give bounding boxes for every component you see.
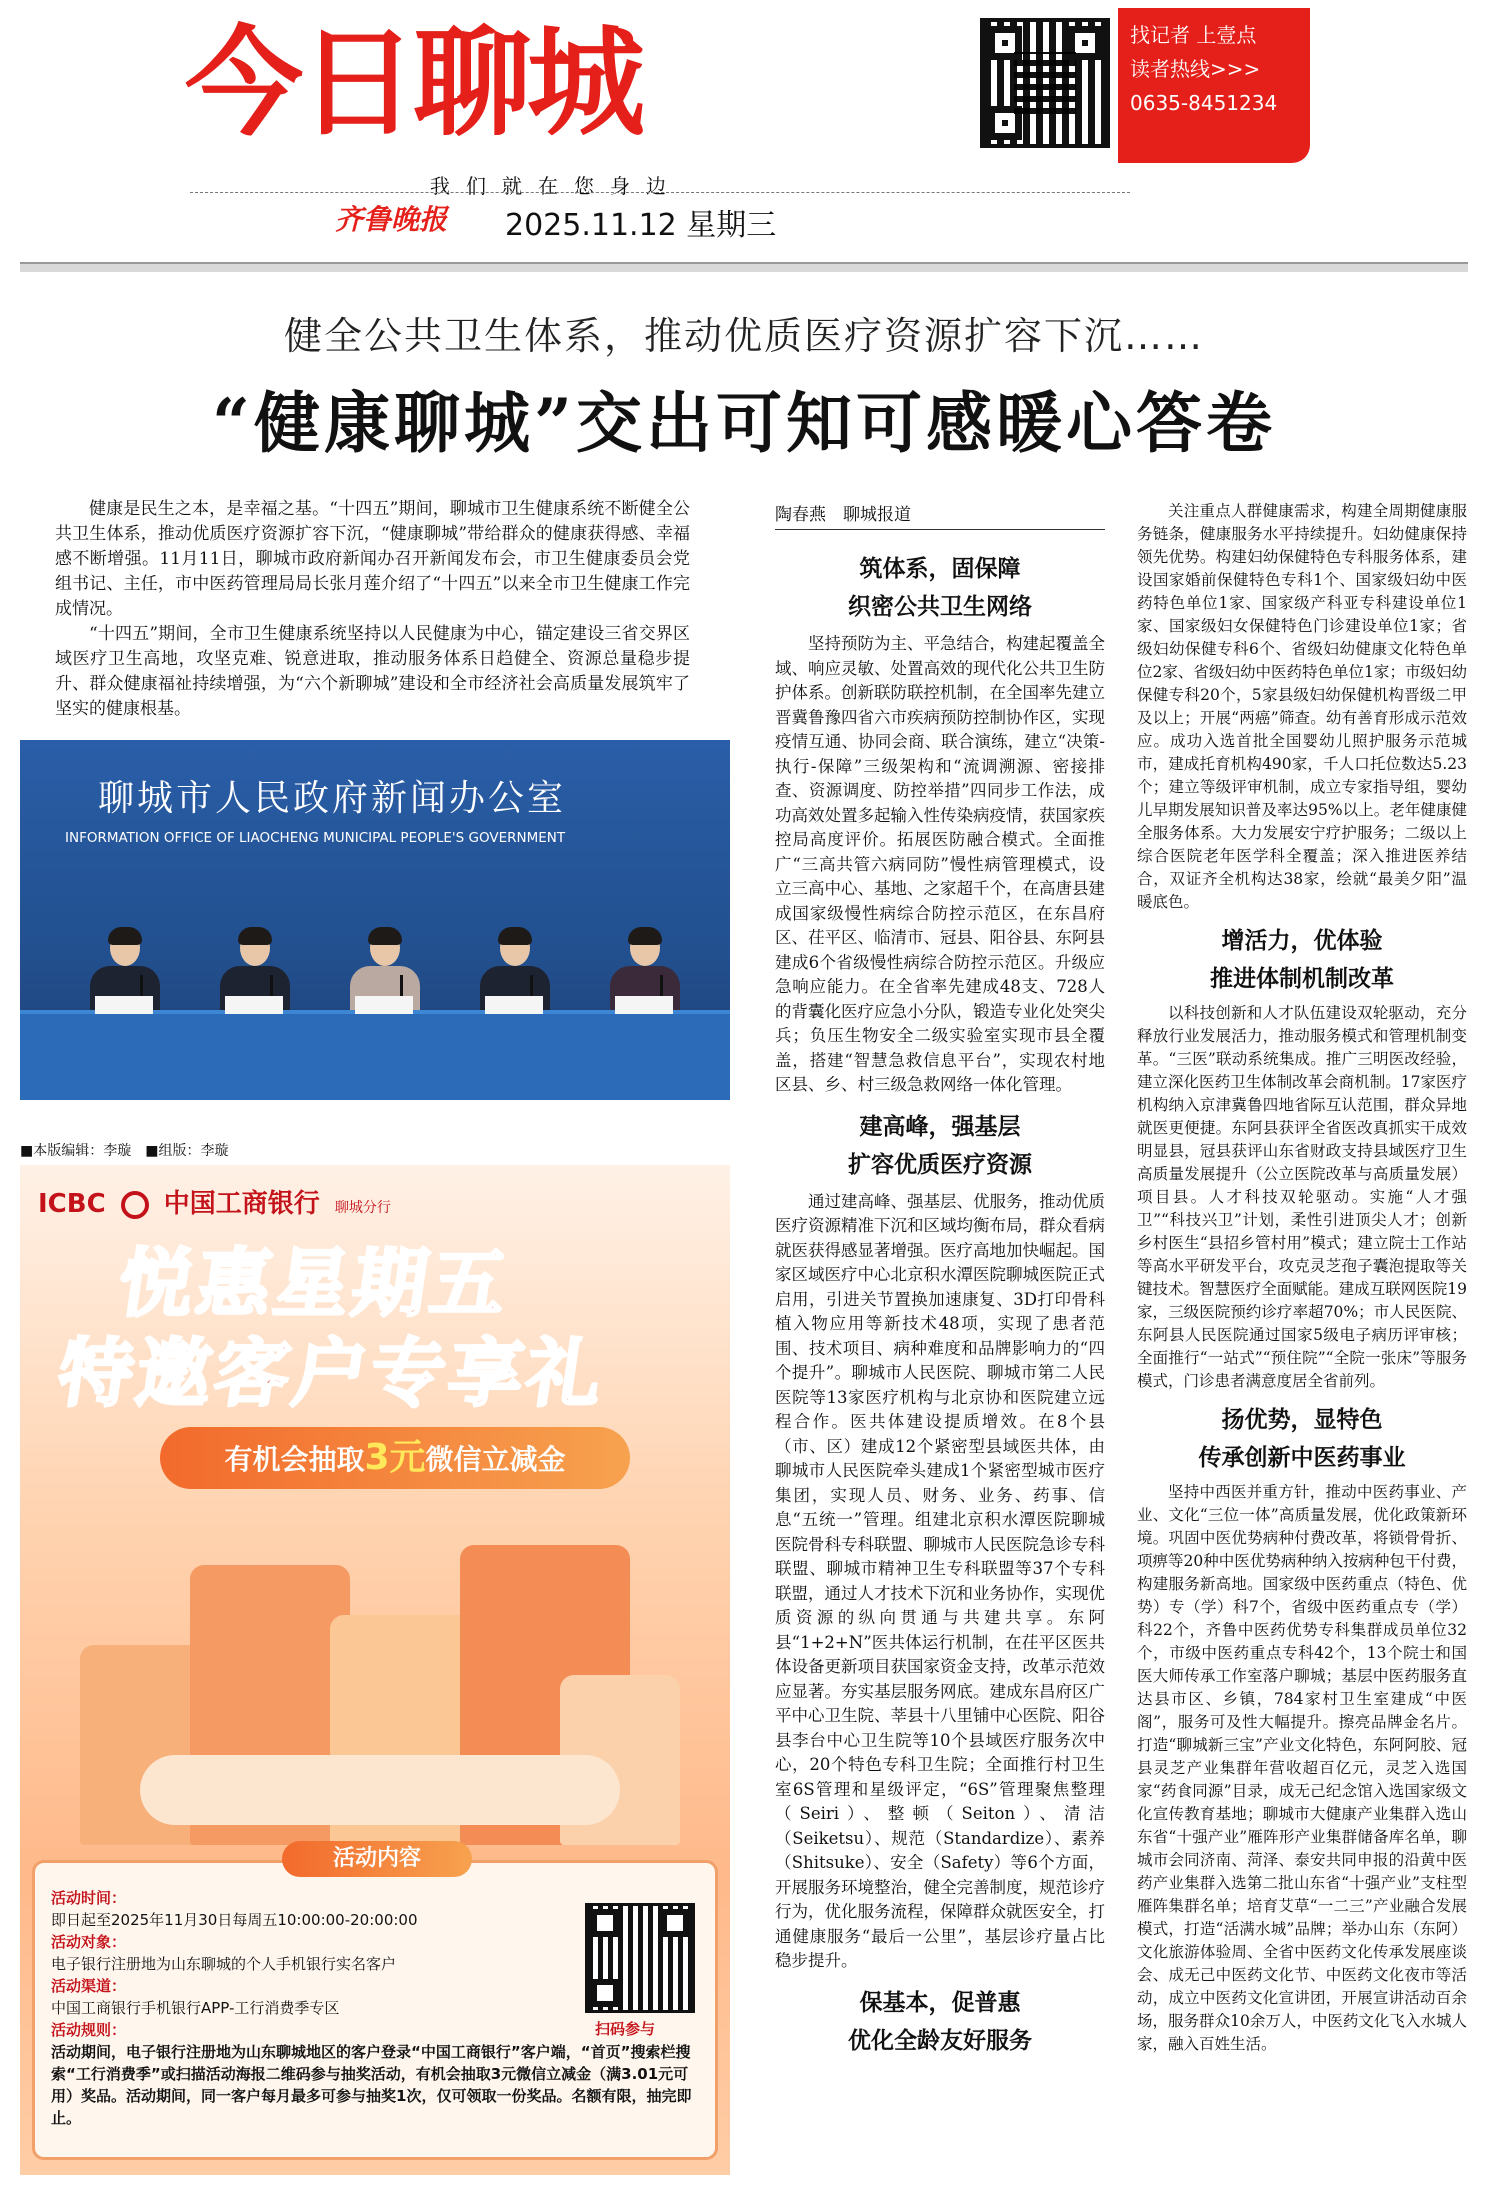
conference-desk: [20, 1010, 730, 1100]
promo-text-post: 微信立减金: [425, 1443, 566, 1476]
qr-corner: [591, 1909, 619, 1937]
nameplate: [615, 996, 673, 1014]
article-column-3: [1137, 500, 1467, 2056]
issue-date: 2025.11.12 星期三: [505, 208, 777, 243]
article-column-2: [775, 550, 1105, 2060]
hotline-line-1: 找记者 上壹点: [1130, 23, 1257, 47]
ad-qr-code[interactable]: [585, 1903, 695, 2013]
press-office-name: 聊城市人民政府新闻办公室: [98, 778, 567, 819]
qr-corner: [661, 1909, 689, 1937]
nameplate: [95, 996, 153, 1014]
section-title: 建高峰，强基层: [859, 1112, 1021, 1140]
section-body: 以科技创新和人才队伍建设双轮驱动，充分释放行业发展活力，推动服务模式和管理机制变革。“三医”联动系统集成。推广三明医改经验，建立深化医药卫生体制改革会商机制。17家医疗机构纳入京津冀鲁四地省际互认范围，群众异地就医更便捷。东阿县获评全省医改真抓实干成效明显县，冠县获评山东省财政支持县域医疗卫生高质量发展提升（公立医院改革与高质量发展）项目县。人才科技双轮驱动。实施“人才强卫”“科技兴卫”计划，柔性引进顶尖人才；创新乡村医生“县招乡管村用”模式；建立院士工作站等高水平研发平台，攻克灵芝孢子囊泡提取等关键技术。智慧医疗全面赋能。建成互联网医院19家，三级医院预约诊疗率超70%；市人民医院、东阿县人民医院通过国家5级电子病历评审核；全面推行“一站式”“预住院”“全院一张床”等服务模式，门诊患者满意度居全省前列。: [1137, 1004, 1467, 1390]
lede-paragraph: 健康是民生之本，是幸福之基。“十四五”期间，聊城市卫生健康系统不断健全公共卫生体系，推动优质医疗资源扩容下沉，“健康聊城”带给群众的健康获得感、幸福感不断增强。11月11日，聊城市政府新闻办召开新闻发布会，市卫生健康委员会党组书记、主任，市中医药管理局局长张月莲介绍了“十四五”以来全市卫生健康工作完成情况。: [55, 499, 690, 619]
hotline-phone: 0635-8451234: [1130, 91, 1278, 115]
section-title: 保基本，促普惠: [859, 1988, 1021, 2016]
activity-info-box: [32, 1860, 718, 2160]
icbc-brand: ICBC: [38, 1189, 106, 1219]
section-title: 优化全龄友好服务: [848, 2026, 1032, 2054]
activity-info-tab: 活动内容: [282, 1841, 472, 1877]
masthead-qr-code[interactable]: [980, 18, 1110, 148]
article-subhead: 健全公共卫生体系，推动优质医疗资源扩容下沉……: [283, 314, 1204, 358]
section-title: 扩容优质医疗资源: [848, 1150, 1032, 1178]
activity-time: 即日起至2025年11月30日每周五10:00:00-20:00:00: [51, 1911, 418, 1929]
reader-hotline-box: [1118, 8, 1310, 163]
target-label: 活动对象：: [51, 1933, 127, 1951]
section-title: 增活力，优体验: [1221, 927, 1383, 954]
section-title: 筑体系，固保障: [859, 555, 1021, 582]
ad-headline-1: 悦惠星期五: [113, 1241, 516, 1327]
paper-logo: 齐鲁晚报: [335, 203, 448, 236]
qr-corner: [591, 1979, 619, 2007]
scan-label: 扫码参与: [595, 2020, 656, 2038]
press-office-name-en: INFORMATION OFFICE OF LIAOCHENG MUNICIPAL PEOPLE'S GOVERNMENT: [65, 830, 566, 846]
header-rule: [20, 262, 1468, 272]
channel-label: 活动渠道：: [51, 1977, 127, 1995]
bank-name: 中国工商银行: [163, 1189, 320, 1219]
masthead-divider: [190, 192, 1130, 193]
icbc-advertisement[interactable]: [20, 1165, 730, 2175]
nameplate: [225, 996, 283, 1014]
nameplate: [485, 996, 543, 1014]
article-byline: 陶春燕 聊城报道: [775, 500, 1105, 530]
ad-headline-2: 特邀客户专享礼: [53, 1331, 612, 1417]
page-credits: ■本版编辑：李璇 ■组版：李璇: [20, 1143, 229, 1159]
press-conference-photo: [20, 740, 730, 1100]
activity-target: 电子银行注册地为山东聊城的个人手机银行实名客户: [51, 1955, 397, 1973]
qr-pattern: [1014, 52, 1076, 114]
section-body: 坚持预防为主、平急结合，构建起覆盖全域、响应灵敏、处置高效的现代化公共卫生防护体系。创新联防联控机制，在全国率先建立晋冀鲁豫四省六市疾病预防控制协作区，实现疫情互通、协同会商、联合演练，建立“决策-执行-保障”三级架构和“流调溯源、密接排查、资源调度、防控举措”四同步工作法，成功高效处置多起输入性传染病疫情，获国家疾控局高度评价。拓展医防融合模式。全面推广“三高共管六病同防”慢性病管理模式，设立三高中心、基地、之家超千个，在高唐县建成国家级慢性病综合防控示范区，在东昌府区、茌平区、临清市、冠县、阳谷县、东阿县建成6个省级慢性病综合防控示范区。升级应急响应能力。在全省率先建成48支、728人的背囊化医疗应急小分队，锻造专业化处突尖兵；负压生物安全二级实验室实现市县全覆盖，搭建“智慧急救信息平台”，实现农村地区县、乡、村三级急救网络一体化管理。: [775, 634, 1105, 1094]
time-label: 活动时间：: [51, 1889, 127, 1907]
masthead-title: 今日聊城: [185, 14, 642, 152]
bank-branch: 聊城分行: [334, 1200, 391, 1216]
section-title: 扬优势，显特色: [1221, 1406, 1383, 1433]
hotline-line-2: 读者热线>>>: [1130, 57, 1261, 81]
icbc-logo-icon: [121, 1191, 149, 1219]
section-title: 推进体制机制改革: [1210, 965, 1394, 992]
activity-rules: 活动期间，电子银行注册地为山东聊城地区的客户登录“中国工商银行”客户端，“首页”搜索栏搜索“工行消费季”或扫描活动海报二维码参与抽奖活动，有机会抽取3元微信立减金（满3.01元可用）奖品。活动期间，同一客户每月最多可参与抽奖1次，仅可领取一份奖品。名额有限，抽完即止。: [51, 2043, 692, 2127]
article-lede: [55, 497, 690, 722]
section-body: 通过建高峰、强基层、优服务，推动优质医疗资源精准下沉和区域均衡布局，群众看病就医获得感显著增强。医疗高地加快崛起。国家区域医疗中心北京积水潭医院聊城医院正式启用，引进关节置换加速康复、3D打印骨科植入物应用等新技术48项，实现了患者范围、技术项目、病种难度和品牌影响力的“四个提升”。聊城市人民医院、聊城市第二人民医院等13家医疗机构与北京协和医院建立远程合作。医共体建设提质增效。在8个县（市、区）建成12个紧密型县域医共体，由聊城市人民医院牵头建成1个紧密型城市医疗集团，实现人员、财务、业务、药事、信息“五统一”管理。组建北京积水潭医院聊城医院骨科专科联盟、聊城市人民医院急诊专科联盟、聊城市精神卫生专科联盟等37个专科联盟，通过人才技术下沉和业务协作，实现优质资源的纵向贯通与共建共享。东阿县“1+2+N”医共体运行机制，在茌平区医共体设备更新项目获国家资金支持，改革示范效应显著。夯实基层服务网底。建成东昌府区广平中心卫生院、莘县十八里铺中心医院、阳谷县李台中心卫生院等10个县域医疗服务次中心，20个特色专科卫生院；全面推行村卫生室6S管理和星级评定，“6S”管理聚焦整理（Seiri）、整顿（Seiton）、清洁（Seiketsu）、规范（Standardize）、素养（Shitsuke）、安全（Safety）等6个方面，开展服务环境整治，健全完善制度，规范诊疗行为，优化服务流程，保障群众就医安全，打通健康服务“最后一公里”，基层诊疗量占比稳步提升。: [775, 1191, 1105, 1970]
nameplate: [355, 996, 413, 1014]
masthead-tagline: 我们就在您身边: [430, 174, 682, 198]
article-headline: “健康聊城”交出可知可感暖心答卷: [212, 384, 1276, 462]
bank-logo-row: [38, 1183, 391, 1220]
lede-paragraph: “十四五”期间，全市卫生健康系统坚持以人民健康为中心，锚定建设三省交界区域医疗卫生高地，攻坚克难、锐意进取，推动服务体系日趋健全、资源总量稳步提升、群众健康福祉持续增强，为“六个新聊城”建设和全市经济社会高质量发展筑牢了坚实的健康根基。: [55, 624, 690, 719]
section-body: 坚持中西医并重方针，推动中医药事业、产业、文化“三位一体”高质量发展，优化政策新环境。巩固中医优势病种付费改革，将锁骨骨折、项痹等20种中医优势病种纳入按病种包干付费，构建服务新高地。国家级中医药重点（特色、优势）专（学）科7个，省级中医药重点专（学）科22个，齐鲁中医药优势专科集群成员单位32个，市级中医药重点专科42个，13个院士和国医大师传承工作室落户聊城；基层中医药服务直达县市区、乡镇，784家村卫生室建成“中医阁”，服务可及性大幅提升。擦亮品牌金名片。打造“聊城新三宝”产业文化特色，东阿阿胶、冠县灵芝产业集群年营收超百亿元，灵芝入选国家“药食同源”目录，成无己纪念馆入选国家级文化宣传教育基地；聊城市大健康产业集群入选山东省“十强产业”雁阵形产业集群储备库名单，聊城市会同济南、菏泽、泰安共同申报的沿黄中医药产业集群入选第二批山东省“十强产业”支柱型雁阵集群名单；培育艾草“一二三”产业融合发展模式，打造“活满水城”品牌；举办山东（东阿）文化旅游体验周、全省中医药文化传承发展座谈会、成无己中医药文化节、中医药文化夜市等活动，成立中医药文化宣讲团，开展宣讲活动百余场，服务群众10余万人，中医药文化飞入水城人家，融入百姓生活。: [1137, 1483, 1467, 2053]
rules-label: 活动规则：: [51, 2021, 127, 2039]
promo-text-pre: 有机会抽取: [224, 1443, 365, 1476]
arrow-road-shape: [140, 1755, 620, 1825]
ad-promo-pill: [160, 1427, 630, 1489]
promo-amount: 3元: [364, 1437, 426, 1478]
section-title: 传承创新中医药事业: [1198, 1444, 1406, 1471]
activity-channel: 中国工商银行手机银行APP-工行消费季专区: [51, 1999, 340, 2017]
section-body: 关注重点人群健康需求，构建全周期健康服务链条，健康服务水平持续提升。妇幼健康保持领先优势。构建妇幼保健特色专科服务体系，建设国家婚前保健特色专科1个、国家级妇幼中医药特色单位1家、国家级产科亚专科建设单位1家、国家级妇女保健特色门诊建设单位1家；省级妇幼保健专科6个、省级妇幼健康文化特色单位2家、省级妇幼中医药特色单位1家；市级妇幼保健专科20个，5家县级妇幼保健机构晋级二甲及以上；开展“两癌”筛查。幼有善育形成示范效应。成功入选首批全国婴幼儿照护服务示范城市，建成托育机构490家，千人口托位数达5.23个；建立等级评审机制，成立专家指导组，婴幼儿早期发展知识普及率达95%以上。老年健康健全服务体系。大力发展安宁疗护服务；二级以上综合医院老年医学科全覆盖；深入推进医养结合，双证齐全机构达38家，绘就“最美夕阳”温暖底色。: [1137, 502, 1467, 911]
section-title: 织密公共卫生网络: [848, 593, 1032, 620]
